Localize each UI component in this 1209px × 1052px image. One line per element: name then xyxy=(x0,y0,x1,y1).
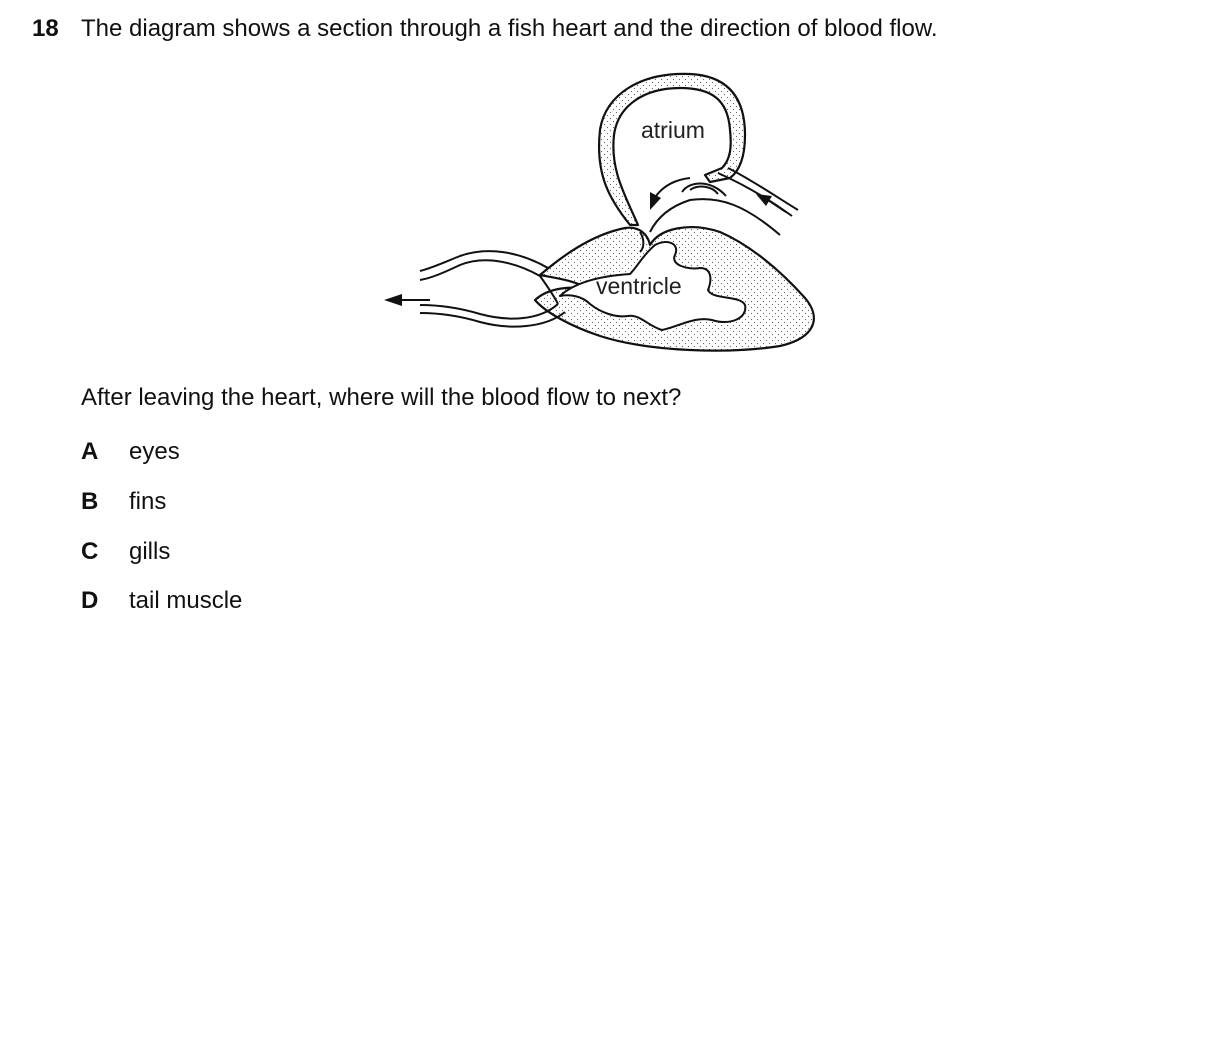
option-text: gills xyxy=(129,538,171,565)
option-letter: C xyxy=(81,538,99,565)
inflow-arrow xyxy=(756,194,786,212)
atrium-label: atrium xyxy=(641,117,705,143)
fish-heart-diagram xyxy=(370,60,840,360)
option-text: tail muscle xyxy=(129,587,243,614)
question-text: The diagram shows a section through a fish heart and the direction of blood flow. xyxy=(81,15,938,42)
atrium-to-ventricle-arrow xyxy=(650,178,690,210)
option-letter: A xyxy=(81,438,99,465)
ventricle-label: ventricle xyxy=(596,273,682,299)
outflow-vessel xyxy=(420,251,565,326)
question-prompt: After leaving the heart, where will the blood flow to next? xyxy=(81,384,682,411)
option-letter: D xyxy=(81,587,99,614)
question-number: 18 xyxy=(32,15,59,42)
option-text: fins xyxy=(129,488,167,515)
option-letter: B xyxy=(81,488,99,515)
option-text: eyes xyxy=(129,438,180,465)
